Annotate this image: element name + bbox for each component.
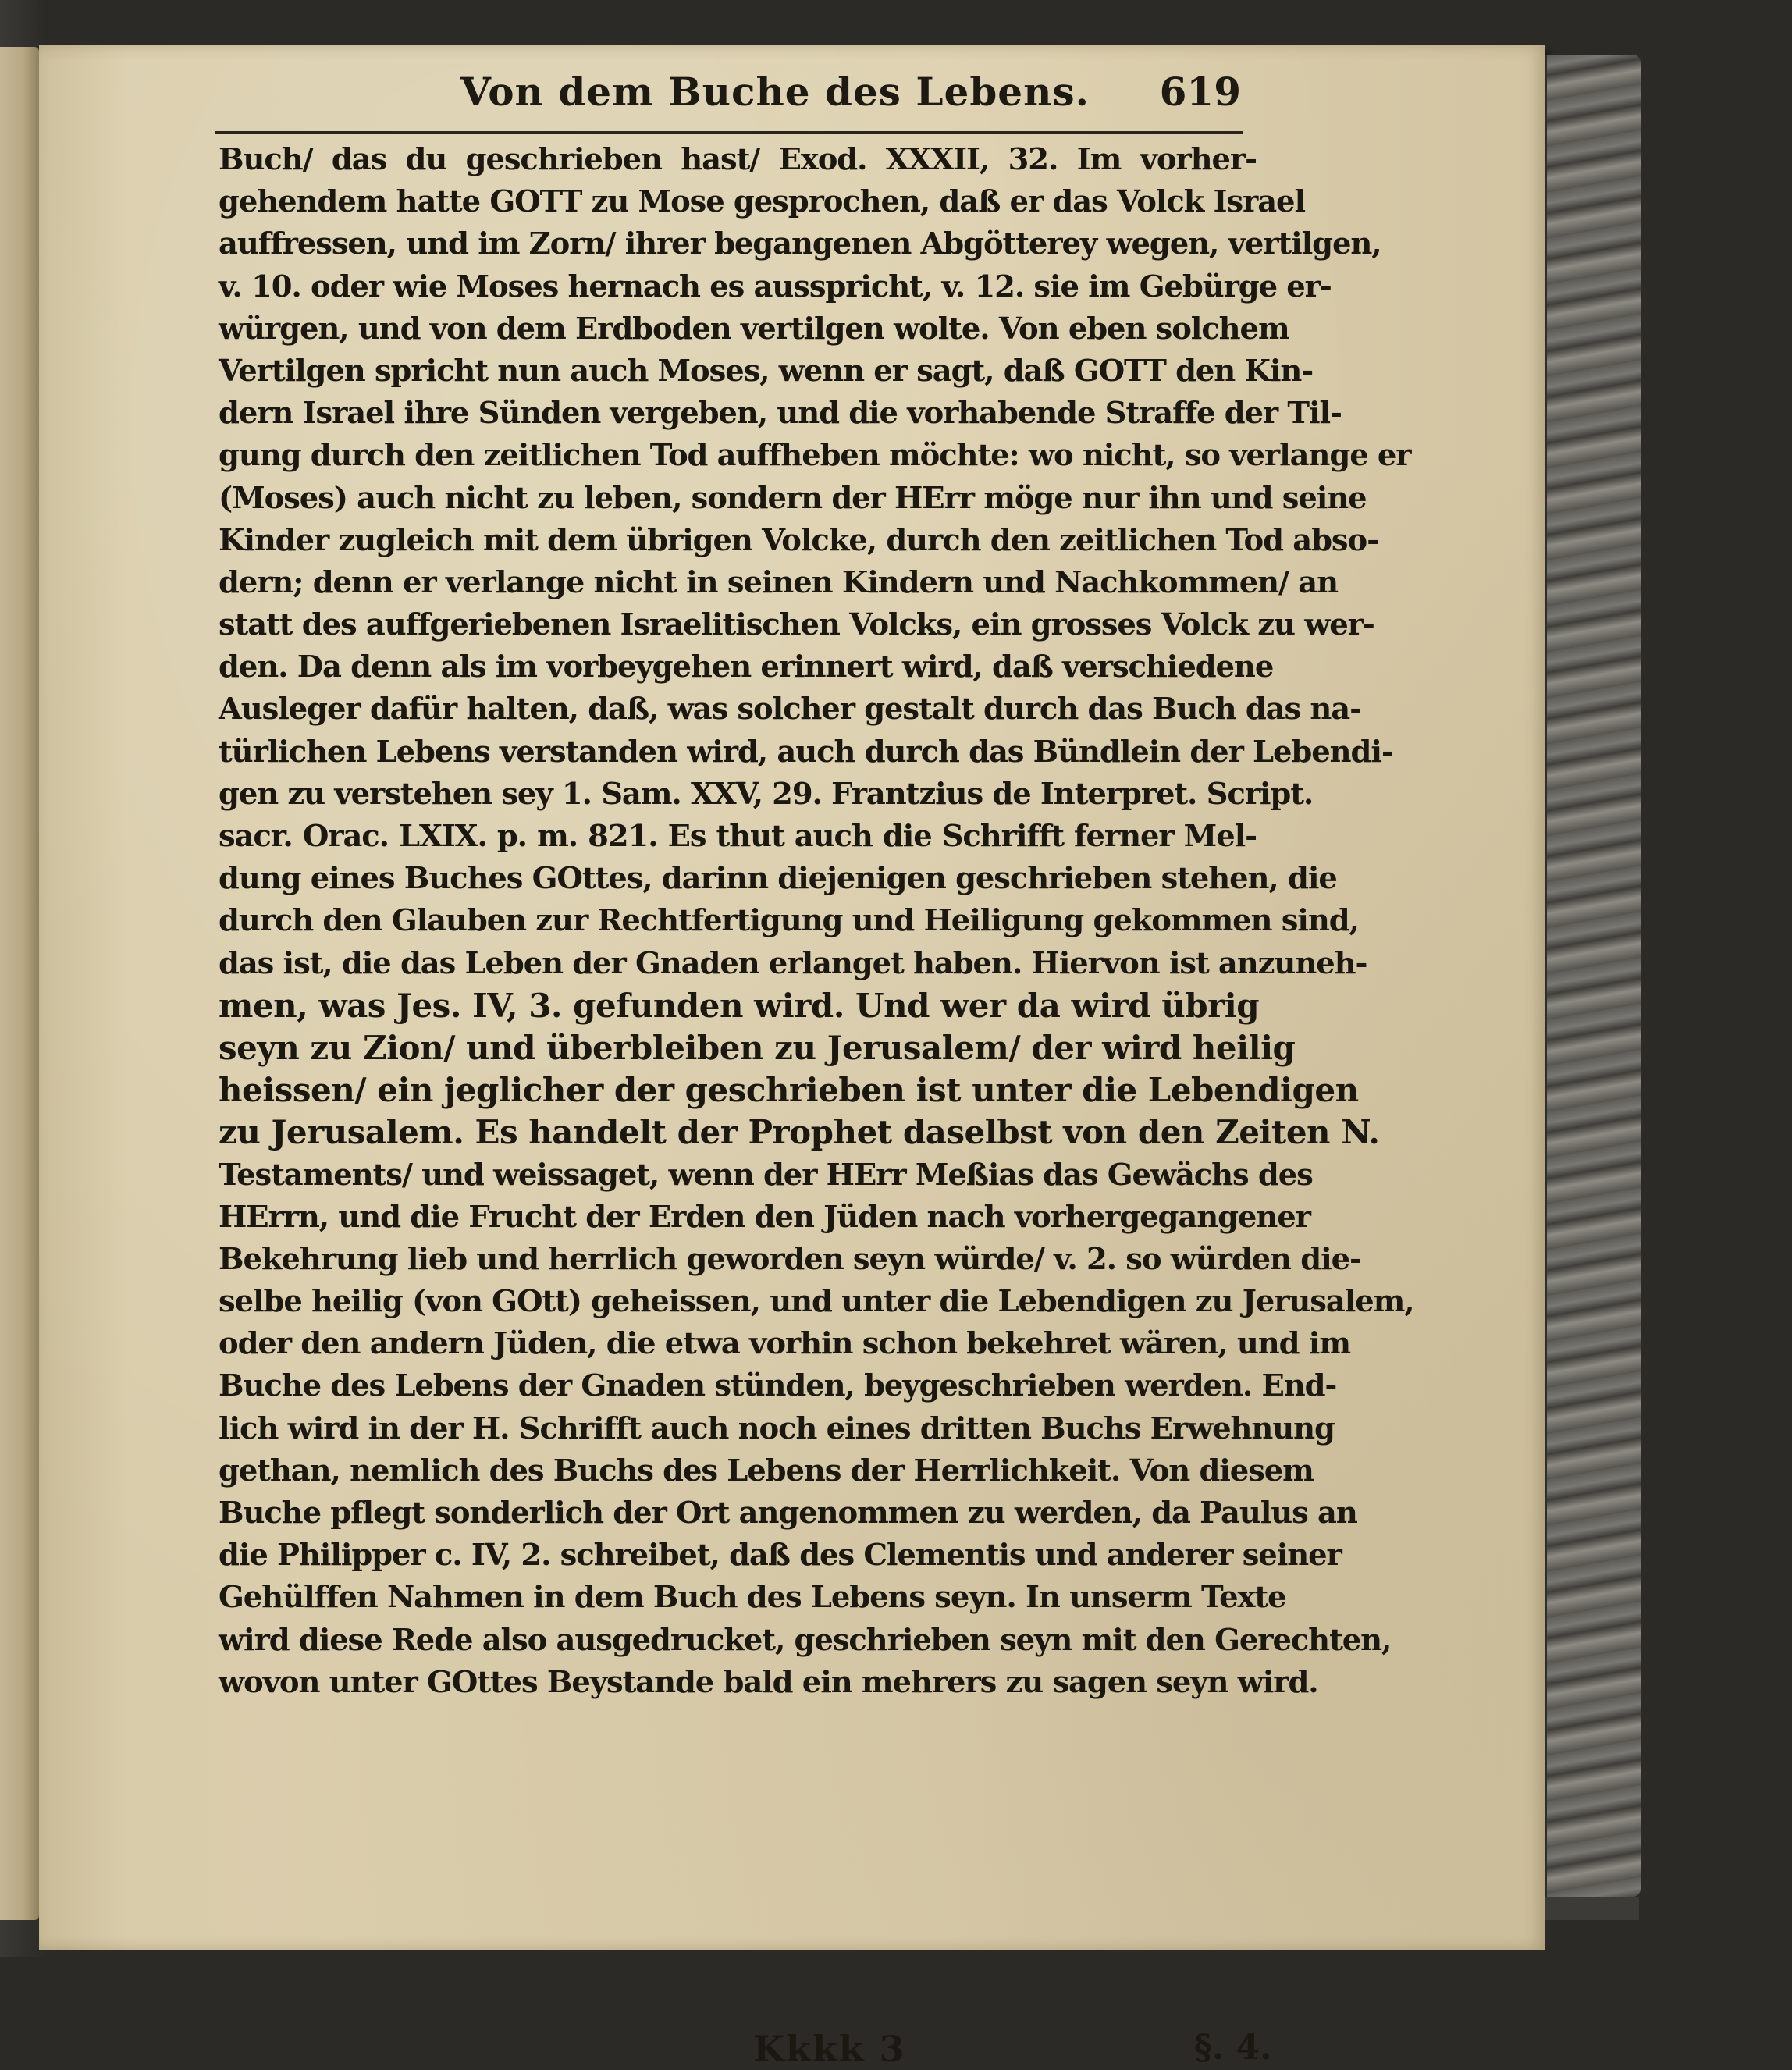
text-line: auffressen, und im Zorn/ ihrer begangenen Abgötterey wegen, vertilgen, xyxy=(219,226,1381,262)
text-line: (Moses) auch nicht zu leben, sondern der HErr möge nur ihn und seine xyxy=(219,480,1367,516)
text-line: wird diese Rede also ausgedrucket, geschrieben seyn mit den Gerechten, xyxy=(219,1622,1392,1658)
text-line: v. 10. oder wie Moses hernach es ausspricht, v. 12. sie im Gebürge er- xyxy=(219,269,1332,304)
page-number: 619 xyxy=(1159,69,1241,115)
body-text xyxy=(219,139,1414,1704)
text-line: dern; denn er verlange nicht in seinen Kindern und Nachkommen/ an xyxy=(219,564,1339,600)
text-line: gen zu verstehen sey 1. Sam. XXV, 29. Frantzius de Interpret. Script. xyxy=(219,776,1314,812)
text-line: dern Israel ihre Sünden vergeben, und die vorhabende Straffe der Til- xyxy=(219,396,1342,432)
header-rule xyxy=(215,131,1243,134)
text-line: Kinder zugleich mit dem übrigen Volcke, durch den zeitlichen Tod abso- xyxy=(219,522,1378,558)
text-line: gethan, nemlich des Buchs des Lebens der Herrlichkeit. Von diesem xyxy=(219,1453,1314,1488)
text-line: sacr. Orac. LXIX. p. m. 821. Es thut auch die Schrifft ferner Mel- xyxy=(219,819,1257,854)
text-line: seyn zu Zion/ und überbleiben zu Jerusalem/ der wird heilig xyxy=(219,1028,1296,1067)
text-line: gehendem hatte GOTT zu Mose gesprochen, daß er das Volck Israel xyxy=(219,184,1305,220)
text-line: lich wird in der H. Schrifft auch noch eines dritten Buchs Erwehnung xyxy=(219,1410,1335,1446)
text-line: men, was Jes. IV, 3. gefunden wird. Und wer da wird übrig xyxy=(219,986,1260,1025)
text-line: Gehülffen Nahmen in dem Buch des Lebens seyn. In unserm Texte xyxy=(219,1580,1286,1616)
text-line: oder den andern Jüden, die etwa vorhin schon bekehret wären, und im xyxy=(219,1326,1350,1362)
catchword: §. 4. xyxy=(1194,2028,1272,2068)
text-line: würgen, und von dem Erdboden vertilgen wolte. Von eben solchem xyxy=(219,311,1289,347)
text-line: Testaments/ und weissaget, wenn der HErr Meßias das Gewächs des xyxy=(219,1157,1313,1193)
text-line: heissen/ ein jeglicher der geschrieben ist unter die Lebendigen xyxy=(219,1071,1359,1110)
text-line: HErrn, und die Frucht der Erden den Jüden nach vorhergegangener xyxy=(219,1199,1310,1235)
text-line: durch den Glauben zur Rechtfertigung und Heiligung gekommen sind, xyxy=(219,903,1359,939)
text-line: die Philipper c. IV, 2. schreibet, daß des Clementis und anderer seiner xyxy=(219,1538,1342,1574)
text-line: den. Da denn als im vorbeygehen erinnert wird, daß verschiedene xyxy=(219,649,1274,685)
running-head xyxy=(226,69,1241,131)
text-line: Ausleger dafür halten, daß, was solcher gestalt durch das Buch das na- xyxy=(219,692,1362,727)
text-line: wovon unter GOttes Beystande bald ein mehrers zu sagen seyn wird. xyxy=(219,1664,1318,1700)
text-line: Vertilgen spricht nun auch Moses, wenn er sagt, daß GOTT den Kin- xyxy=(219,353,1314,389)
text-line: Buche des Lebens der Gnaden stünden, beygeschrieben werden. End- xyxy=(219,1368,1337,1404)
text-line: selbe heilig (von GOtt) geheissen, und unter die Lebendigen zu Jerusalem, xyxy=(219,1284,1414,1320)
previous-page-edge xyxy=(0,47,39,1920)
text-line: gung durch den zeitlichen Tod auffheben möchte: wo nicht, so verlange er xyxy=(219,438,1411,474)
text-line: statt des auffgeriebenen Israelitischen Volcks, ein grosses Volck zu wer- xyxy=(219,607,1374,643)
marbled-cover xyxy=(1544,55,1641,1897)
text-line: Buche pflegt sonderlich der Ort angenommen zu werden, da Paulus an xyxy=(219,1496,1357,1531)
text-line: Buch/ das du geschrieben hast/ Exod. XXXII, 32. Im vorher- xyxy=(219,142,1257,177)
signature-mark: Kkkk 3 xyxy=(753,2028,906,2070)
text-line: türlichen Lebens verstanden wird, auch durch das Bündlein der Lebendi- xyxy=(219,734,1393,770)
running-title: Von dem Buche des Lebens. xyxy=(460,69,1090,115)
text-line: zu Jerusalem. Es handelt der Prophet daselbst von den Zeiten N. xyxy=(219,1113,1380,1152)
text-line: Bekehrung lieb und herrlich geworden seyn würde/ v. 2. so würden die- xyxy=(219,1241,1361,1277)
text-line: das ist, die das Leben der Gnaden erlanget haben. Hiervon ist anzuneh- xyxy=(219,945,1367,981)
text-line: dung eines Buches GOttes, darinn diejenigen geschrieben stehen, die xyxy=(219,861,1337,897)
